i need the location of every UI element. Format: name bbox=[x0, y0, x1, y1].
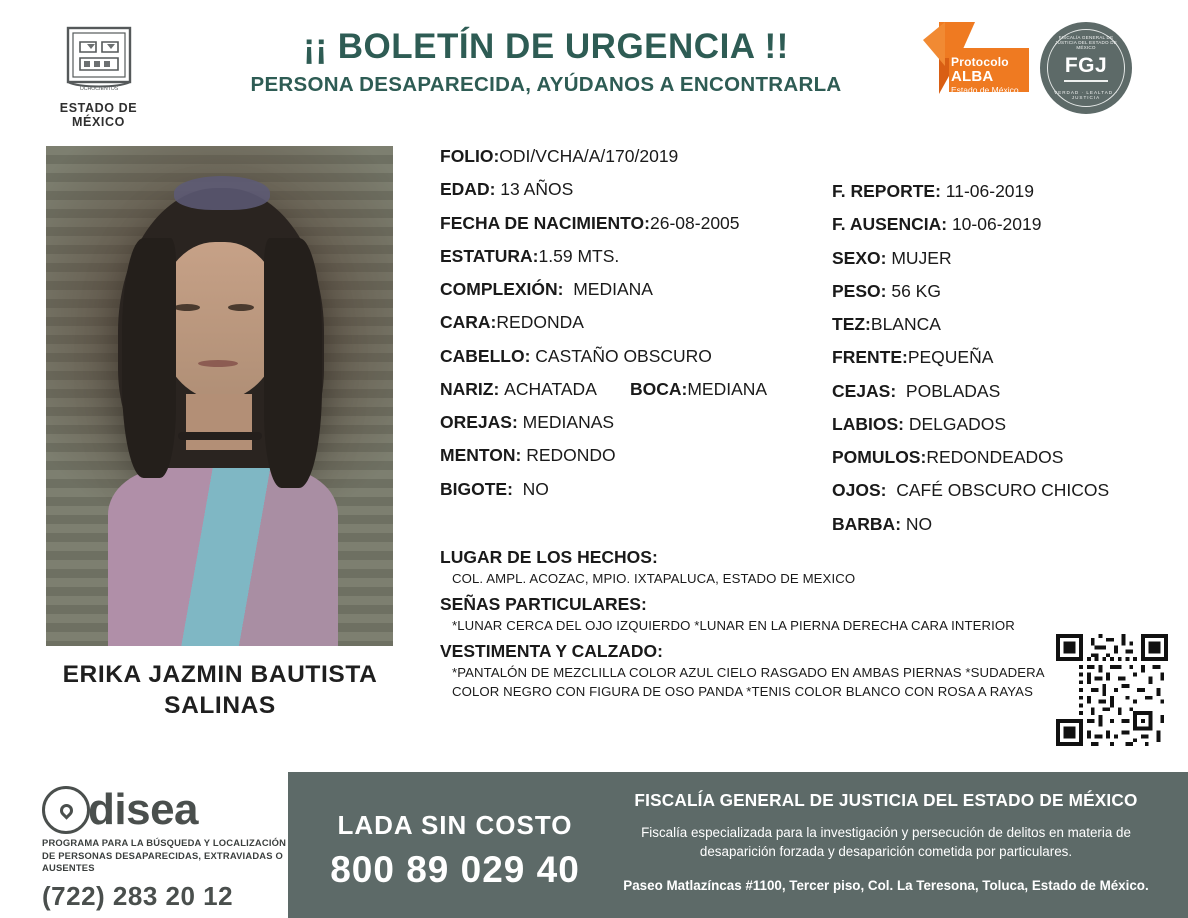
field-nacimiento-label: FECHA DE NACIMIENTO: bbox=[440, 212, 650, 233]
person-name: ERIKA JAZMIN BAUTISTA SALINAS bbox=[62, 661, 378, 719]
field-cara-value: REDONDA bbox=[496, 312, 584, 333]
field-labios bbox=[832, 408, 1162, 441]
field-nariz-label: NARIZ: bbox=[440, 378, 500, 399]
field-sexo-label: SEXO: bbox=[832, 247, 887, 268]
disea-logo-block bbox=[42, 786, 292, 912]
field-nacimiento bbox=[440, 207, 832, 240]
disea-subtitle: PROGRAMA PARA LA BÚSQUEDA Y LOCALIZACIÓN DE PERSONAS DESAPARECIDAS, EXTRAVIADAS O AUSENTES bbox=[42, 837, 287, 874]
field-labios-value: DELGADOS bbox=[908, 413, 1007, 434]
field-folio-label: FOLIO: bbox=[440, 146, 500, 166]
edomex-logo bbox=[36, 20, 161, 129]
field-tez bbox=[832, 308, 1162, 341]
field-estatura-value: 1.59 MTS. bbox=[538, 245, 620, 266]
section-vestimenta-value: *PANTALÓN DE MEZCLILLA COLOR AZUL CIELO RASGADO EN AMBAS PIERNAS *SUDADERA COLOR NEGRO CON FIGURA DE OSO PANDA *TENIS COLOR BLANCO CON ROSA A RAYAS bbox=[452, 665, 1044, 700]
field-folio-value: ODI/VCHA/A/170/2019 bbox=[499, 146, 679, 166]
photo-neck bbox=[186, 394, 252, 450]
qr-code bbox=[1056, 634, 1168, 746]
field-orejas-label: OREJAS: bbox=[440, 412, 518, 432]
toll-free-block bbox=[310, 810, 600, 891]
alba-line2: ALBA bbox=[951, 67, 994, 85]
field-tez-value: BLANCA bbox=[870, 314, 941, 334]
field-ausencia-value: 10-06-2019 bbox=[951, 214, 1042, 235]
field-pomulos-label: POMULOS: bbox=[832, 447, 927, 467]
photo-eye-right bbox=[228, 304, 254, 311]
field-cejas bbox=[832, 375, 1162, 408]
disea-wordmark: disea bbox=[88, 785, 199, 834]
field-cejas-label: CEJAS: bbox=[832, 380, 897, 401]
header bbox=[0, 0, 1188, 128]
photo-torso bbox=[108, 468, 338, 646]
field-frente-value: PEQUEÑA bbox=[907, 347, 994, 368]
field-menton bbox=[440, 439, 832, 472]
photo-mouth bbox=[198, 360, 238, 367]
field-frente bbox=[832, 341, 1162, 374]
field-cabello-value: CASTAÑO OBSCURO bbox=[535, 345, 712, 366]
person-photo bbox=[46, 146, 393, 646]
field-peso-value: 56 KG bbox=[891, 280, 941, 301]
svg-text:OCHOCIENTOS: OCHOCIENTOS bbox=[79, 86, 118, 92]
field-menton-value: REDONDO bbox=[526, 445, 616, 466]
field-orejas-value: MEDIANAS bbox=[522, 412, 615, 432]
field-edad bbox=[440, 173, 832, 206]
page-title: ¡¡ BOLETÍN DE URGENCIA !! bbox=[303, 27, 789, 66]
field-cejas-value: POBLADAS bbox=[905, 380, 1001, 401]
field-peso-label: PESO: bbox=[832, 280, 887, 301]
field-cabello-label: CABELLO: bbox=[440, 345, 531, 366]
toll-free-label: LADA SIN COSTO bbox=[337, 810, 573, 840]
toll-free-number: 800 89 029 40 bbox=[330, 849, 580, 890]
footer bbox=[0, 772, 1188, 918]
field-frente-label: FRENTE: bbox=[832, 347, 908, 368]
institution-description: Fiscalía especializada para la investigación y persecución de delitos en materia de desaparición forzada y desaparición cometida por particulares. bbox=[641, 825, 1131, 860]
field-estatura-label: ESTATURA: bbox=[440, 245, 539, 266]
section-vestimenta-label: VESTIMENTA Y CALZADO: bbox=[440, 641, 663, 662]
details-block bbox=[440, 140, 1170, 701]
field-tez-label: TEZ: bbox=[832, 314, 871, 334]
field-menton-label: MENTON: bbox=[440, 445, 522, 466]
field-pomulos bbox=[832, 441, 1162, 474]
field-complexion-label: COMPLEXIÓN: bbox=[440, 279, 564, 299]
field-estatura bbox=[440, 240, 832, 273]
field-labios-label: LABIOS: bbox=[832, 413, 904, 434]
field-cara bbox=[440, 306, 832, 339]
field-complexion-value: MEDIANA bbox=[573, 279, 653, 299]
field-bigote bbox=[440, 473, 832, 506]
field-boca-label: BOCA: bbox=[629, 378, 688, 399]
photo-background bbox=[46, 146, 393, 646]
photo-necklace bbox=[178, 432, 262, 440]
location-pin-icon bbox=[42, 786, 90, 834]
fgj-wordmark: FGJ bbox=[1064, 54, 1108, 78]
field-ojos bbox=[832, 474, 1162, 507]
institution-name: FISCALÍA GENERAL DE JUSTICIA DEL ESTADO DE MÉXICO bbox=[634, 790, 1138, 810]
field-sexo bbox=[832, 242, 1162, 275]
field-edad-value: 13 AÑOS bbox=[500, 179, 574, 200]
field-reporte-label: F. REPORTE: bbox=[832, 181, 941, 201]
field-sexo-value: MUJER bbox=[891, 247, 952, 268]
header-titles bbox=[196, 28, 896, 97]
field-ojos-label: OJOS: bbox=[832, 480, 887, 501]
fgj-arc-bottom-text: VERDAD · LEALTAD · JUSTICIA bbox=[1054, 90, 1118, 100]
field-orejas bbox=[440, 406, 832, 439]
alba-text bbox=[951, 56, 1019, 95]
protocolo-alba-logo bbox=[905, 18, 1033, 116]
photo-hair-right bbox=[264, 238, 322, 488]
contact-panel bbox=[288, 772, 1188, 918]
field-bigote-value: NO bbox=[522, 478, 549, 499]
photo-bow-shape bbox=[174, 176, 270, 210]
field-cara-label: CARA: bbox=[440, 312, 497, 333]
fgj-arc-top-text: FISCALÍA GENERAL DE JUSTICIA DEL ESTADO DE MÉXICO bbox=[1054, 35, 1118, 50]
field-bigote-label: BIGOTE: bbox=[440, 478, 513, 499]
photo-eye-left bbox=[174, 304, 200, 311]
photo-hair-left bbox=[122, 238, 176, 478]
field-pomulos-value: REDONDEADOS bbox=[926, 447, 1064, 467]
fgj-divider bbox=[1064, 80, 1108, 81]
disea-phone: (722) 283 20 12 bbox=[42, 881, 234, 912]
section-lugar-label: LUGAR DE LOS HECHOS: bbox=[440, 546, 658, 567]
edomex-seal-icon bbox=[60, 20, 138, 98]
field-ausencia bbox=[832, 208, 1162, 241]
field-reporte-value: 11-06-2019 bbox=[945, 181, 1034, 201]
field-ausencia-label: F. AUSENCIA: bbox=[832, 214, 948, 235]
field-complexion bbox=[440, 273, 832, 306]
field-reporte bbox=[832, 175, 1162, 208]
field-edad-label: EDAD: bbox=[440, 179, 496, 200]
section-lugar-value: COL. AMPL. ACOZAC, MPIO. IXTAPALUCA, ESTADO DE MEXICO bbox=[452, 570, 856, 586]
field-barba-value: NO bbox=[905, 513, 933, 534]
alba-line3: Estado de México bbox=[951, 85, 1019, 96]
field-barba-label: BARBA: bbox=[832, 513, 902, 534]
field-nariz-value: ACHATADA bbox=[504, 378, 596, 399]
field-cabello bbox=[440, 340, 832, 373]
field-folio bbox=[440, 140, 832, 173]
section-senas-value: *LUNAR CERCA DEL OJO IZQUIERDO *LUNAR EN LA PIERNA DERECHA CARA INTERIOR bbox=[452, 617, 1015, 633]
field-boca-value: MEDIANA bbox=[687, 378, 768, 399]
institution-address: Paseo Matlazíncas #1100, Tercer piso, Col. La Teresona, Toluca, Estado de México. bbox=[623, 877, 1149, 893]
fgj-logo bbox=[1040, 22, 1132, 114]
field-peso bbox=[832, 275, 1162, 308]
page-subtitle: PERSONA DESAPARECIDA, AYÚDANOS A ENCONTRARLA bbox=[250, 72, 842, 96]
field-ojos-value: CAFÉ OBSCURO CHICOS bbox=[896, 480, 1110, 501]
section-senas-label: SEÑAS PARTICULARES: bbox=[440, 593, 647, 614]
alba-line1: Protocolo bbox=[951, 55, 1009, 69]
field-barba bbox=[832, 508, 1162, 541]
field-nariz-boca bbox=[440, 373, 832, 406]
edomex-caption: ESTADO DE MÉXICO bbox=[59, 101, 138, 129]
institution-block bbox=[606, 790, 1166, 895]
field-nacimiento-value: 26-08-2005 bbox=[650, 212, 740, 233]
